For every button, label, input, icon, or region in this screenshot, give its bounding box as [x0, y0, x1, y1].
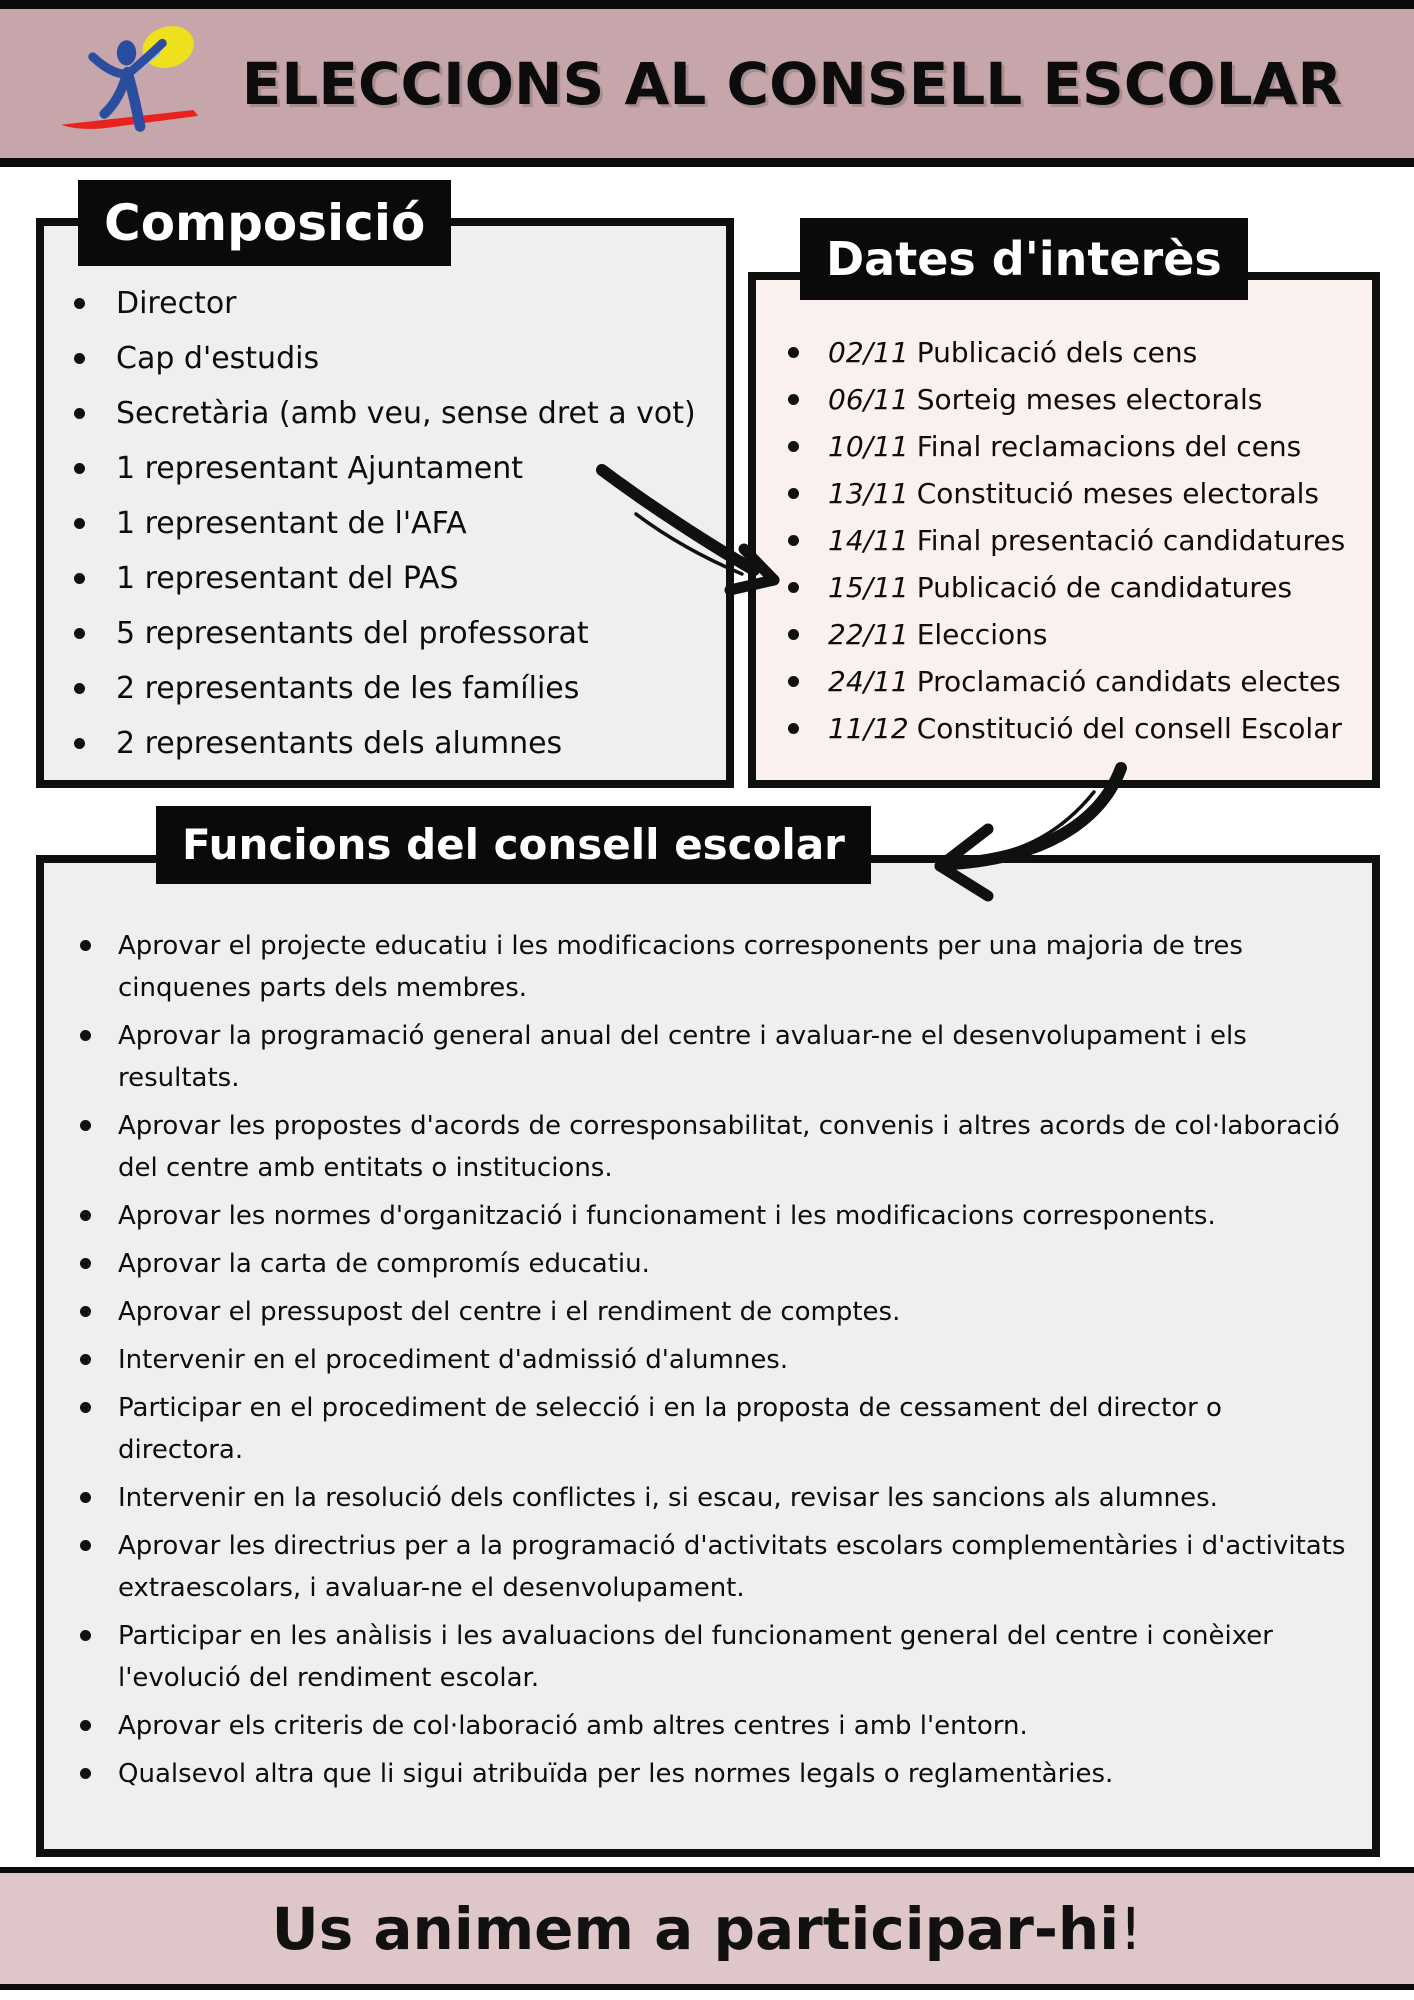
funcions-item: Aprovar les propostes d'acords de corresponsabilitat, convenis i altres acords de col·laboració del centre amb entitats o institucions.: [78, 1105, 1348, 1189]
date-label: Publicació de candidatures: [916, 571, 1293, 604]
funcions-item: Qualsevol altra que li sigui atribuïda per les normes legals o reglamentàries.: [78, 1753, 1348, 1795]
funcions-item: Aprovar la carta de compromís educatiu.: [78, 1243, 1348, 1285]
date-label: Sorteig meses electorals: [916, 383, 1263, 416]
composicio-item: Cap d'estudis: [72, 339, 712, 379]
date-label: Eleccions: [916, 618, 1048, 651]
date-label: Constitució meses electorals: [916, 477, 1319, 510]
date-value: 10/11: [828, 430, 909, 463]
date-label: Constitució del consell Escolar: [916, 712, 1342, 745]
footer-exclamation: !: [1119, 1894, 1143, 1963]
composicio-item: Secretària (amb veu, sense dret a vot): [72, 394, 712, 434]
dates-item: [786, 430, 1362, 464]
composicio-list: [44, 226, 726, 764]
dates-item: [786, 665, 1362, 699]
dates-item: [786, 618, 1362, 652]
dates-item: [786, 383, 1362, 417]
date-value: 22/11: [828, 618, 909, 651]
dates-item: [786, 336, 1362, 370]
date-value: 14/11: [828, 524, 909, 557]
funcions-item: Aprovar el pressupost del centre i el rendiment de comptes.: [78, 1291, 1348, 1333]
composicio-item: 1 representant de l'AFA: [72, 504, 712, 544]
date-label: Final presentació candidatures: [916, 524, 1346, 557]
funcions-item: Participar en les anàlisis i les avaluacions del funcionament general del centre i conèixer l'evolució del rendiment escolar.: [78, 1615, 1348, 1699]
date-label: Proclamació candidats electes: [916, 665, 1341, 698]
dates-item: [786, 712, 1362, 746]
date-value: 15/11: [828, 571, 909, 604]
date-value: 02/11: [828, 336, 909, 369]
composicio-item: 1 representant Ajuntament: [72, 449, 712, 489]
composicio-item: 5 representants del professorat: [72, 614, 712, 654]
footer-message-text: Us animem a participar-hi: [271, 1894, 1120, 1963]
composicio-item: 2 representants de les famílies: [72, 669, 712, 709]
funcions-item: Intervenir en la resolució dels conflictes i, si escau, revisar les sancions als alumnes.: [78, 1477, 1348, 1519]
composicio-item: 1 representant del PAS: [72, 559, 712, 599]
dates-section-title: Dates d'interès: [800, 218, 1248, 300]
dates-list: [756, 280, 1372, 746]
funcions-section-title: Funcions del consell escolar: [156, 806, 871, 884]
dates-item: [786, 524, 1362, 558]
date-value: 06/11: [828, 383, 909, 416]
header-banner: [0, 0, 1414, 167]
footer-message: [272, 1895, 1143, 1963]
date-value: 24/11: [828, 665, 909, 698]
dates-section: [748, 272, 1380, 788]
date-value: 11/12: [828, 712, 909, 745]
funcions-list: [44, 863, 1372, 1795]
funcions-item: Participar en el procediment de selecció i en la proposta de cessament del director o directora.: [78, 1387, 1348, 1471]
funcions-item: Aprovar els criteris de col·laboració amb altres centres i amb l'entorn.: [78, 1705, 1348, 1747]
funcions-item: Aprovar la programació general anual del centre i avaluar-ne el desenvolupament i els resultats.: [78, 1015, 1348, 1099]
funcions-section: [36, 855, 1380, 1857]
dates-item: [786, 571, 1362, 605]
page-title: ELECCIONS AL CONSELL ESCOLAR: [241, 49, 1343, 118]
date-label: Final reclamacions del cens: [916, 430, 1302, 463]
composicio-section-title: Composició: [78, 180, 451, 266]
composicio-item: 2 representants dels alumnes: [72, 724, 712, 764]
footer-banner: [0, 1867, 1414, 1990]
school-logo-icon: [50, 15, 205, 145]
composicio-item: Director: [72, 284, 712, 324]
funcions-item: Aprovar el projecte educatiu i les modificacions corresponents per una majoria de tres cinquenes parts dels membres.: [78, 925, 1348, 1009]
funcions-item: Aprovar les normes d'organització i funcionament i les modificacions corresponents.: [78, 1195, 1348, 1237]
composicio-section: [36, 218, 734, 788]
funcions-item: Aprovar les directrius per a la programació d'activitats escolars complementàries i d'activitats extraescolars, i avaluar-ne el desenvolupament.: [78, 1525, 1348, 1609]
date-value: 13/11: [828, 477, 909, 510]
dates-item: [786, 477, 1362, 511]
date-label: Publicació dels cens: [916, 336, 1198, 369]
funcions-item: Intervenir en el procediment d'admissió d'alumnes.: [78, 1339, 1348, 1381]
